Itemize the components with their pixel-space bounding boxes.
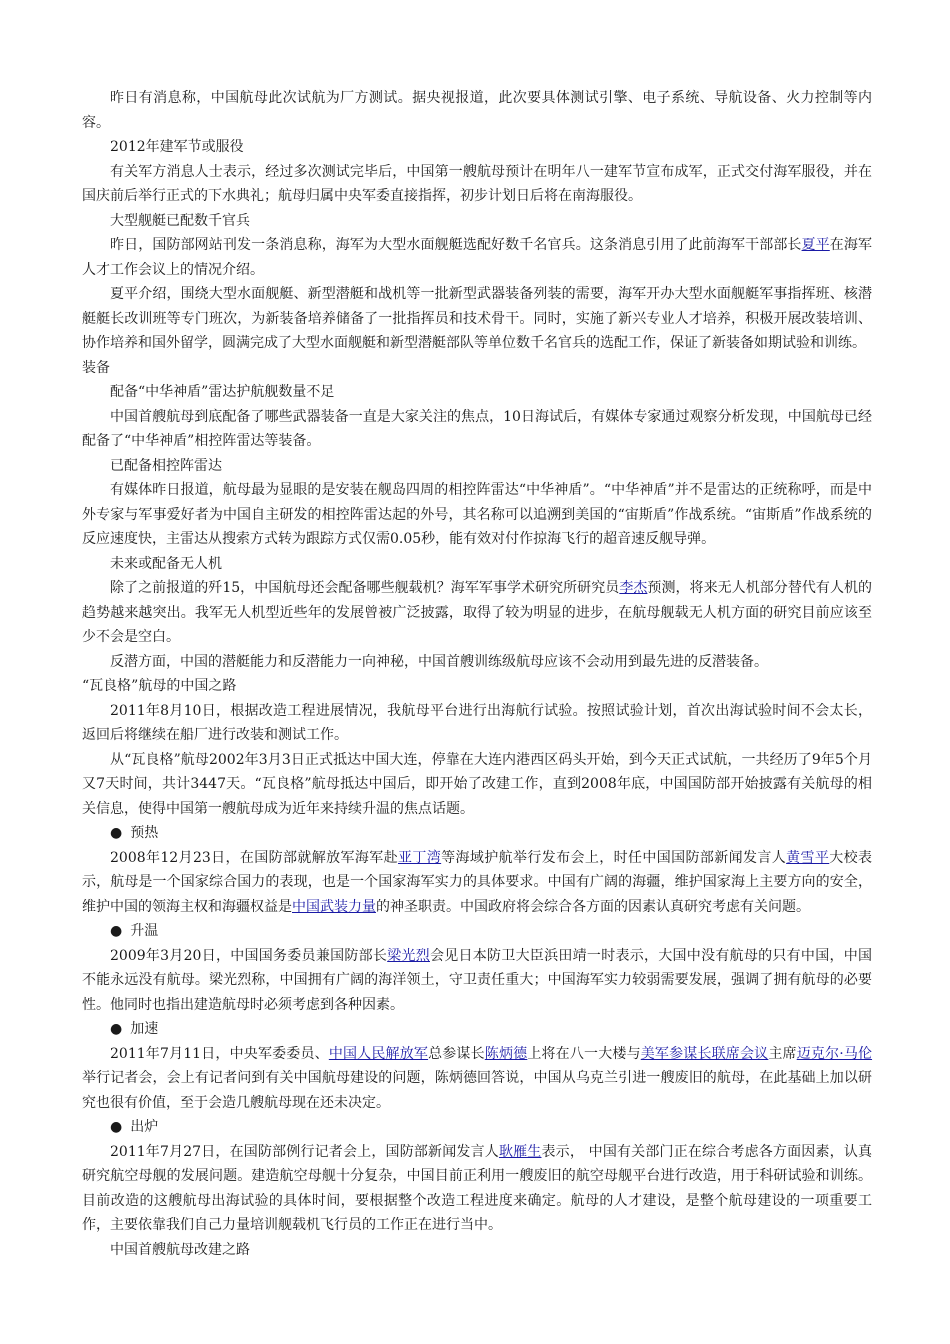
text-run: 有关军方消息人士表示，经过多次测试完毕后，中国第一艘航母预计在明年八一建军节宣布成军，正式交付海军服役，并在国庆前后举行正式的下水典礼；航母归属中央军委直接指挥，初步计划日后将在南海服役。 (82, 163, 872, 204)
text-run: 除了之前报道的歼15，中国航母还会配备哪些舰载机？海军军事学术研究所研究员 (110, 580, 620, 596)
text-run: 大校表示，航母是一个国家综合国力的表现，也是一个国家海军实力的具体要求。中国有广阔的海疆，维护国家海上主要方向的安全，维护中国的领海主权和海疆权益是 (82, 849, 873, 915)
bullet-dot-icon: ● (110, 923, 123, 939)
text-run: 从“瓦良格”航母2002年3月3日正式抵达中国大连，停靠在大连内港西区码头开始，到今天正式试航，一共经历了9年5个月又7天时间，共计3447天。“瓦良格”航母抵达中国后，即开始了改建工作，直到2008年底，中国国防部开始披露有关航母的相关信息，使得中国第一艘航母成为近年来持续升温的焦点话题。 (82, 751, 872, 817)
paragraph (82, 674, 872, 699)
text-run: 2011年7月11日，中央军委委员、 (110, 1045, 329, 1062)
bullet-dot-icon: ● (110, 825, 123, 841)
paragraph (82, 86, 872, 135)
text-run: 中国首艘航母到底配备了哪些武器装备一直是大家关注的焦点，10日海试后，有媒体专家通过观察分析发现，中国航母已经配备了“中华神盾”相控阵雷达等装备。 (82, 408, 872, 449)
paragraph (82, 478, 872, 552)
text-run: 预测，将来无人机部分替代有人机的趋势越来越突出。我军无人机型近些年的发展曾被广泛披露，取得了较为明显的进步，在航母舰载无人机方面的研究目前应该至少不会是空白。 (82, 580, 873, 645)
text-run: 主席 (768, 1045, 797, 1062)
paragraph (82, 160, 872, 209)
text-run: 总参谋长 (428, 1045, 485, 1062)
entity-link[interactable]: 陈炳德 (484, 1045, 528, 1062)
paragraph (82, 380, 872, 405)
text-run: “瓦良格”航母的中国之路 (82, 678, 237, 694)
entity-link[interactable]: 亚丁湾 (398, 849, 442, 866)
text-run: 出炉 (130, 1119, 159, 1135)
article-body (82, 86, 872, 1262)
entity-link[interactable]: 中国人民解放军 (328, 1045, 429, 1062)
text-run: 2011年7月27日，在国防部例行记者会上，国防部新闻发言人 (110, 1143, 499, 1160)
paragraph (82, 650, 872, 675)
text-run: 2009年3月20日，中国国务委员兼国防部长 (110, 947, 388, 964)
text-run: 装备 (82, 359, 110, 376)
bullet-heading (82, 919, 872, 944)
text-run: 中国首艘航母改建之路 (110, 1241, 250, 1258)
text-run: 会见日本防卫大臣浜田靖一时表示，大国中没有航母的只有中国，中国不能永远没有航母。梁光烈称，中国拥有广阔的海洋领土，守卫责任重大；中国海军实力较弱需要发展，强调了拥有航母的必要性。他同时也指出建造航母时必须考虑到各种因素。 (82, 947, 873, 1013)
text-run: 表示， 中国有关部门正在综合考虑各方面因素，认真研究航空母舰的发展问题。建造航空母舰十分复杂，中国目前正利用一艘废旧的航空母舰平台进行改造，用于科研试验和训练。目前改造的这艘航母出海试验的具体时间，要根据整个改造工程进度来确定。航母的人才建设，是整个航母建设的一项重要工作，主要依靠我们自己力量培训舰载机飞行员的工作正在进行当中。 (82, 1143, 872, 1233)
text-run: 配备“中华神盾”雷达护航舰数量不足 (110, 384, 335, 400)
text-run: 举行记者会，会上有记者问到有关中国航母建设的问题，陈炳德回答说，中国从乌克兰引进一艘废旧的航母，在此基础上加以研究也很有价值，至于会造几艘航母现在还未决定。 (82, 1070, 872, 1111)
entity-link[interactable]: 李杰 (619, 580, 648, 596)
text-run: 2008年12月23日，在国防部就解放军海军赴 (110, 849, 399, 866)
paragraph (82, 1238, 872, 1263)
text-run: 夏平介绍，围绕大型水面舰艇、新型潜艇和战机等一批新型武器装备列装的需要，海军开办大型水面舰艇军事指挥班、核潜艇艇长改训班等专门班次，为新装备培养储备了一批指挥员和技术骨干。同时，实施了新兴专业人才培养，积极开展改装培训、协作培养和国外留学，圆满完成了大型水面舰艇和新型潜艇部队等单位数千名官兵的选配工作，保证了新装备如期试验和训练。 (82, 286, 872, 351)
text-run: 的神圣职责。中国政府将会综合各方面的因素认真研究考虑有关问题。 (376, 898, 810, 915)
entity-link[interactable]: 美军参谋长联席会议 (640, 1045, 769, 1062)
entity-link[interactable]: 梁光烈 (387, 947, 430, 964)
text-run: 在海军人才工作会议上的情况介绍。 (82, 237, 873, 278)
bullet-heading (82, 1115, 872, 1140)
paragraph (82, 576, 872, 650)
paragraph (82, 944, 872, 1018)
paragraph (82, 454, 872, 479)
paragraph (82, 135, 872, 160)
text-run: 反潜方面，中国的潜艇能力和反潜能力一向神秘，中国首艘训练级航母应该不会动用到最先进的反潜装备。 (110, 653, 768, 670)
entity-link[interactable]: 耿雁生 (498, 1143, 542, 1160)
entity-link[interactable]: 夏平 (801, 237, 830, 253)
paragraph (82, 1140, 872, 1238)
text-run: 上将在八一大楼与 (527, 1045, 641, 1062)
bullet-heading (82, 821, 872, 846)
text-run: 2012年建军节或服役 (110, 139, 244, 155)
paragraph (82, 1042, 872, 1116)
entity-link[interactable]: 黄雪平 (786, 849, 830, 866)
paragraph (82, 282, 872, 356)
entity-link[interactable]: 迈克尔·马伦 (796, 1045, 873, 1062)
entity-link[interactable]: 中国武装力量 (292, 898, 376, 915)
bullet-dot-icon: ● (110, 1021, 123, 1037)
text-run: 有媒体昨日报道，航母最为显眼的是安装在舰岛四周的相控阵雷达“中华神盾”。“中华神盾”并不是雷达的正统称呼，而是中外专家与军事爱好者为中国自主研发的相控阵雷达起的外号，其名称可以追溯到美国的“宙斯盾”作战系统。“宙斯盾”作战系统的反应速度快，主雷达从搜索方式转为跟踪方式仅需0.05秒，能有效对付作掠海飞行的超音速反舰导弹。 (82, 482, 872, 547)
text-run: 加速 (130, 1021, 159, 1037)
text-run: 升温 (130, 923, 159, 939)
bullet-heading (82, 1017, 872, 1042)
paragraph (82, 846, 872, 920)
paragraph (82, 405, 872, 454)
text-run: 2011年8月10日，根据改造工程进展情况，我航母平台进行出海航行试验。按照试验计划，首次出海试验时间不会太长，返回后将继续在船厂进行改装和测试工作。 (82, 702, 872, 743)
text-run: 预热 (130, 825, 159, 841)
paragraph (82, 356, 872, 381)
paragraph (82, 699, 872, 748)
text-run: 昨日，国防部网站刊发一条消息称，海军为大型水面舰艇选配好数千名官兵。这条消息引用了此前海军干部部长 (110, 237, 802, 253)
text-run: 未来或配备无人机 (110, 555, 222, 572)
paragraph (82, 209, 872, 234)
text-run: 大型舰艇已配数千官兵 (110, 212, 250, 229)
text-run: 已配备相控阵雷达 (110, 457, 222, 474)
paragraph (82, 233, 872, 282)
bullet-dot-icon: ● (110, 1119, 123, 1135)
text-run: 昨日有消息称，中国航母此次试航为厂方测试。据央视报道，此次要具体测试引擎、电子系统、导航设备、火力控制等内容。 (82, 90, 872, 131)
text-run: 等海域护航举行发布会上，时任中国国防部新闻发言人 (441, 849, 787, 866)
paragraph (82, 748, 872, 822)
paragraph (82, 552, 872, 577)
